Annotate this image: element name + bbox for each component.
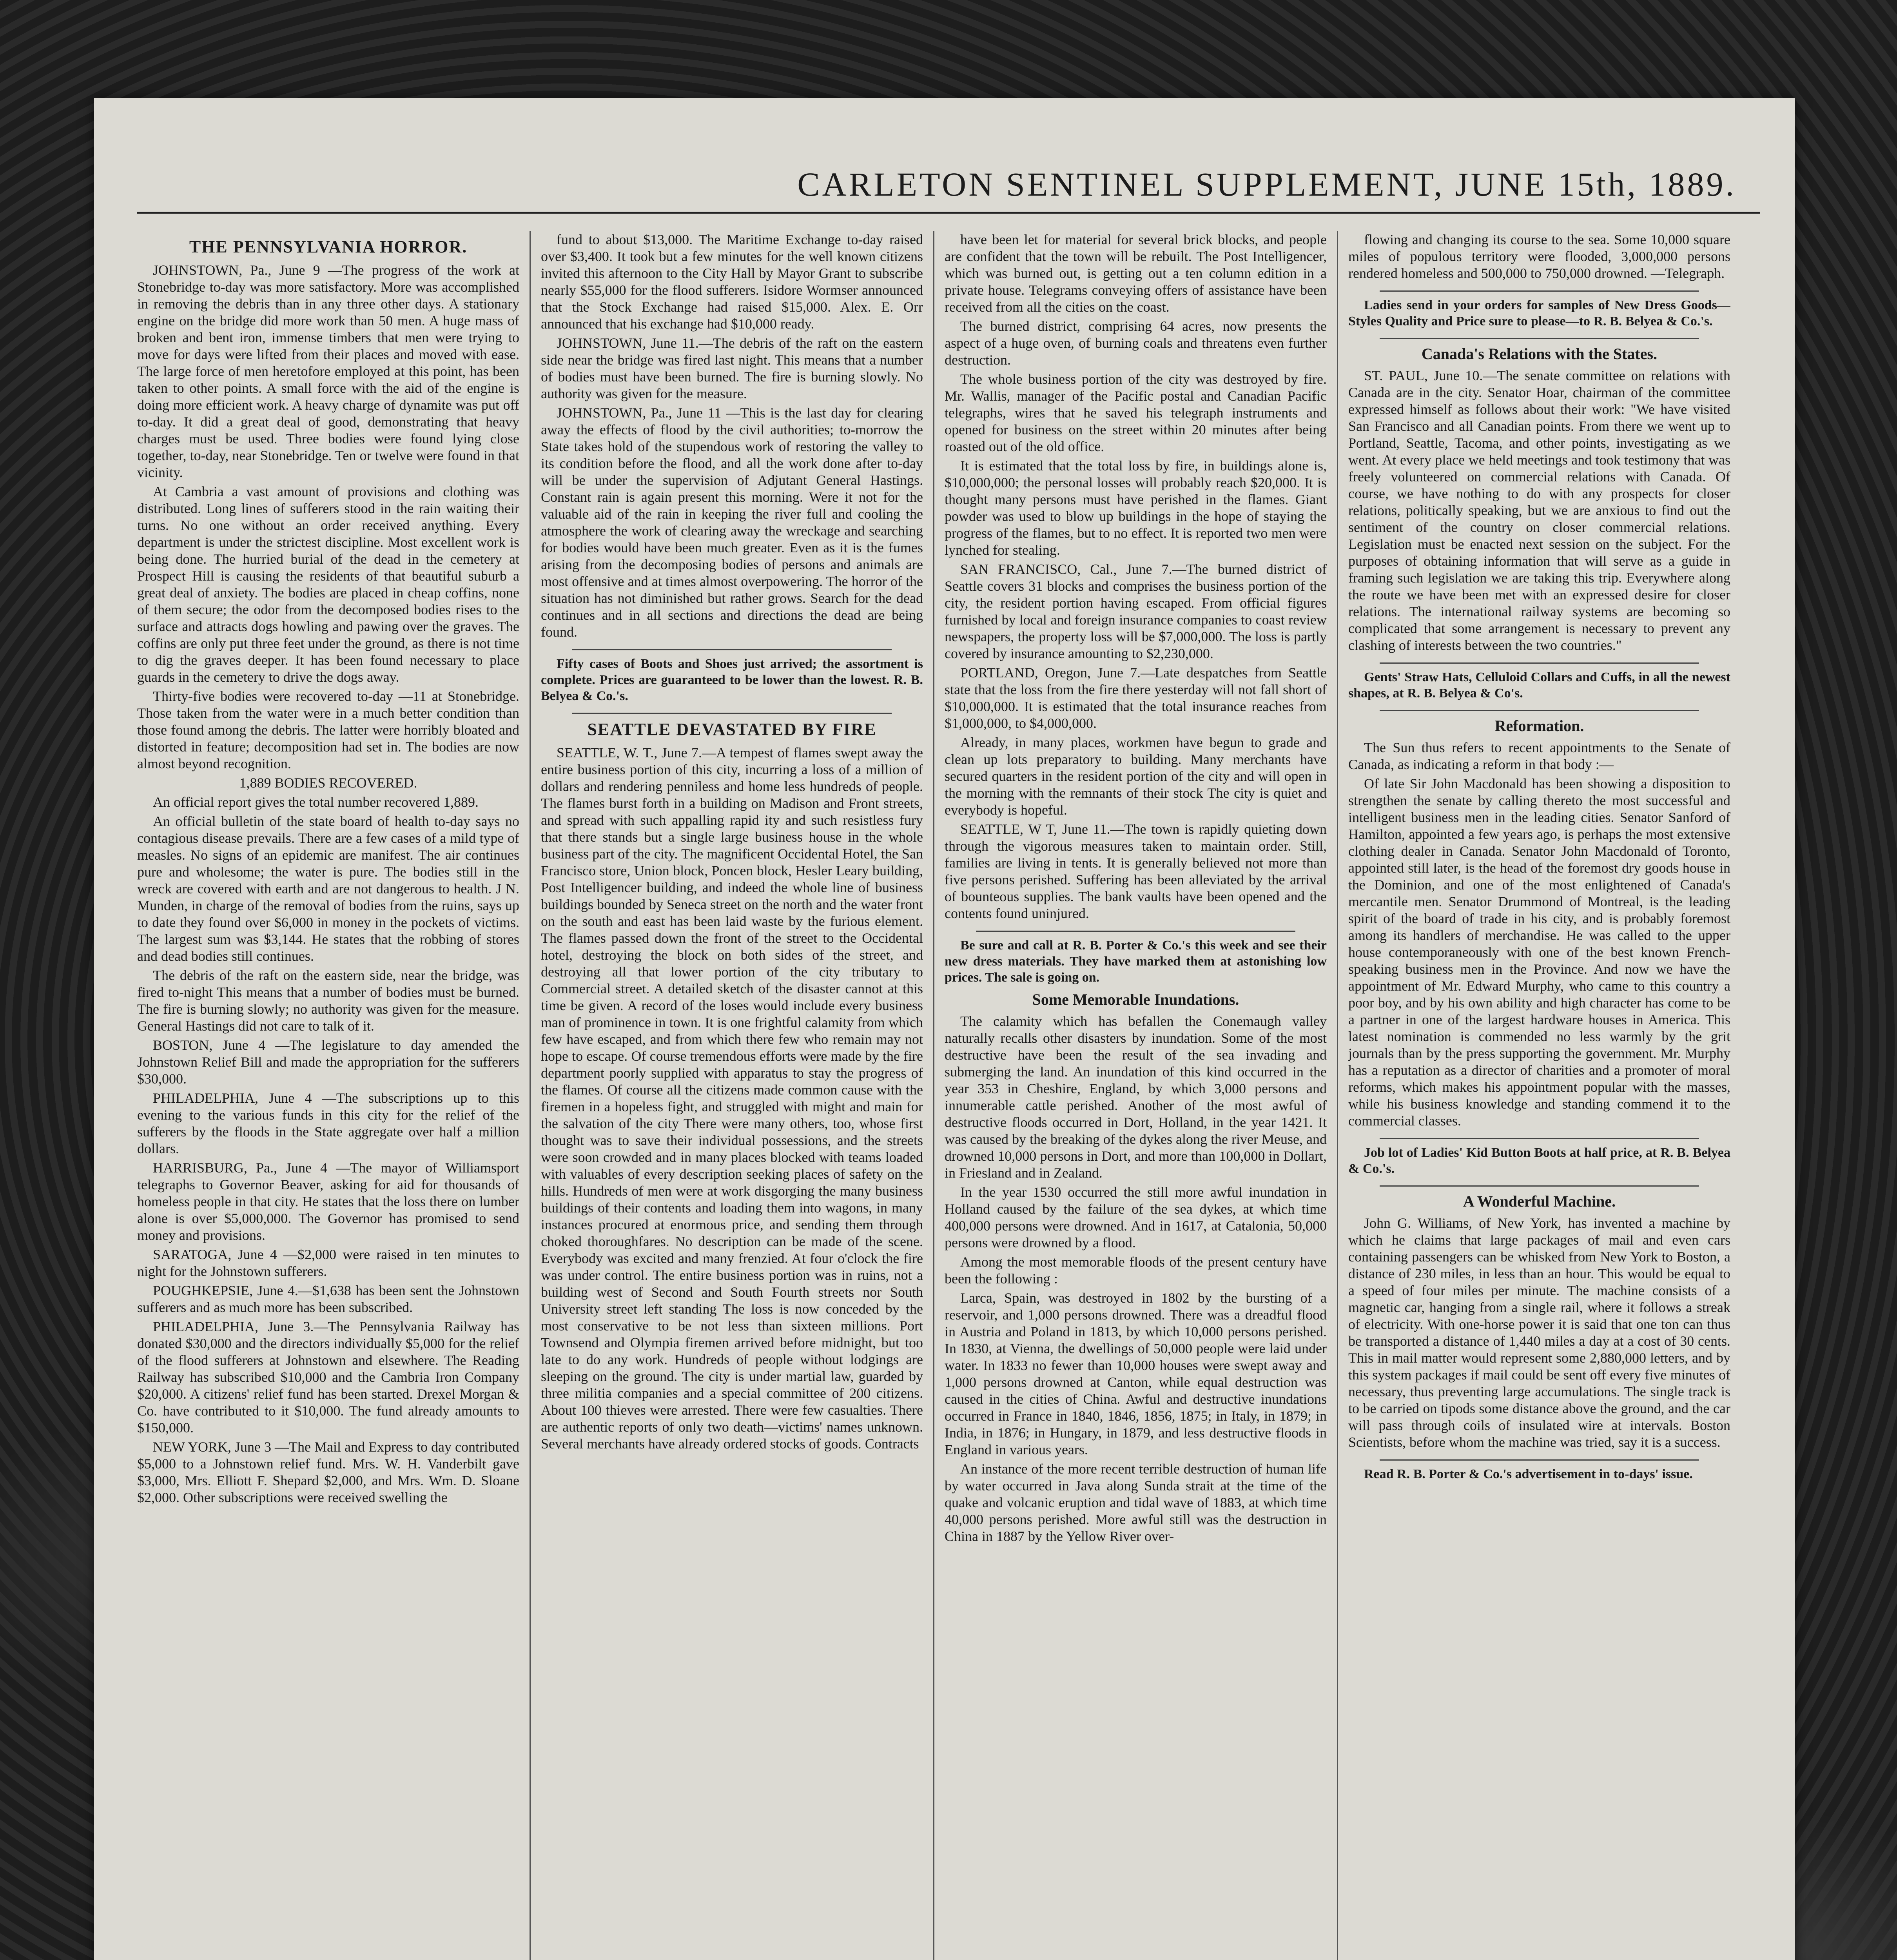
divider [1380, 1459, 1699, 1461]
column-1 [137, 231, 519, 1960]
divider [976, 931, 1295, 932]
paragraph: NEW YORK, June 3 —The Mail and Express to day contributed $5,000 to a Johnstown relief fund. Mrs. W. H. Vanderbilt gave $3,000, Mrs. Elliott F. Shepard $2,000, and Mrs. Wm. D. Sloane $2,000. Other subscriptions were received swelling the [137, 1439, 519, 1505]
column-rule [1337, 231, 1338, 1960]
paragraph: The Sun thus refers to recent appointments to the Senate of Canada, as indicating a reform in that body :— [1348, 740, 1730, 772]
paragraph: Thirty-five bodies were recovered to-day —11 at Stonebridge. Those taken from the water were in a much better condition than those found among the debris. The latter were horribly bloated and distorted in feature; decomposition had set in. The bodies are now almost beyond recognition. [137, 688, 519, 771]
newspaper-page [94, 98, 1795, 1960]
divider [1380, 662, 1699, 664]
subheading: 1,889 BODIES RECOVERED. [239, 775, 417, 791]
paragraph: POUGHKEPSIE, June 4.—$1,638 has been sent the Johnstown sufferers and as much more has been subscribed. [137, 1283, 519, 1315]
article-heading: Some Memorable Inundations. [1032, 991, 1239, 1008]
advertisement: Fifty cases of Boots and Shoes just arrived; the assortment is complete. Prices are guaranteed to be lower than the lowest. R. B. Belyea & Co.'s. [541, 657, 923, 703]
advertisement: Be sure and call at R. B. Porter & Co.'s this week and see their new dress materials. They have marked them at astonishing low prices. The sale is going on. [945, 938, 1327, 985]
paragraph: SAN FRANCISCO, Cal., June 7.—The burned district of Seattle covers 31 blocks and comprises the business portion of the city, the resident portion having escaped. From official figures furnished by local and foreign insurance companies to coast review newspapers, the property loss will be $7,000,000. The loss is partly covered by insurance amounting to $2,230,000. [945, 561, 1327, 661]
column-2 [541, 231, 923, 1960]
paragraph: Among the most memorable floods of the present century have been the following : [945, 1254, 1327, 1287]
article-heading: Canada's Relations with the States. [1421, 345, 1658, 363]
paragraph: Already, in many places, workmen have begun to grade and clean up lots preparatory to building. Many merchants have secured quarters in the resident portion of the city and will open in the morning with the remnants of their stock The city is quiet and everybody is hopeful. [945, 735, 1327, 818]
column-3 [945, 231, 1327, 1960]
paragraph: Larca, Spain, was destroyed in 1802 by the bursting of a reservoir, and 1,000 persons drowned. There was a dreadful flood in Austria and Poland in 1813, by which 10,000 persons perished. In 1830, at Vienna, the dwellings of 50,000 people were laid under water. In 1833 no fewer than 10,000 houses were swept away and 1,000 persons drowned at Canton, while equal destruction was caused in the cities of China. Awful and destructive inundations occurred in France in 1840, 1846, 1856, 1875; in Italy, in 1879; in India, in 1876; in Hungary, in 1879, and less destructive floods in England in various years. [945, 1290, 1327, 1457]
column-4 [1348, 231, 1730, 1960]
divider [572, 713, 892, 714]
paragraph: BOSTON, June 4 —The legislature to day amended the Johnstown Relief Bill and made the appropriation for the sufferers $30,000. [137, 1037, 519, 1087]
divider [1380, 1138, 1699, 1139]
masthead [137, 161, 1760, 214]
paragraph: SARATOGA, June 4 —$2,000 were raised in ten minutes to night for the Johnstown sufferers. [137, 1247, 519, 1279]
paragraph: HARRISBURG, Pa., June 4 —The mayor of Williamsport telegraphs to Governor Beaver, asking for aid for thousands of homeless people in that city. He states that the loss there on lumber alone is over $5,000,000. The Governor has promised to send money and provisions. [137, 1160, 519, 1243]
paragraph: fund to about $13,000. The Maritime Exchange to-day raised over $3,400. It took but a few minutes for the well known citizens invited this afternoon to the City Hall by Mayor Grant to subscribe nearly $55,000 for the flood sufferers. Isidore Wormser announced that the Stock Exchange had raised $15,000. Alex. E. Orr announced that his exchange had $10,000 ready. [541, 232, 923, 332]
paragraph: ST. PAUL, June 10.—The senate committee on relations with Canada are in the city. Senator Hoar, chairman of the committee expressed himself as follows about their work: "We have visited San Francisco and all Canadian points. From there we went up to Portland, Seattle, Tacoma, and other points, investigating as we went. At every place we held meetings and took testimony that was freely volunteered on commercial relations with Canada. Of course, we have nothing to do with any prospects for closer relations, politically speaking, but we are anxious to find out the sentiment of the country on closer commercial relations. Legislation must be enacted next session on the subject. For the purposes of obtaining information that will serve as a guide in framing such legislation we are taking this trip. Everywhere along the route we have been met with an expressed desire for closer relations. The international railway systems are becoming so complicated that some arrangement is necessary to prevent any clashing of interests between the two countries." [1348, 368, 1730, 653]
paragraph: The whole business portion of the city was destroyed by fire. Mr. Wallis, manager of the Pacific postal and Canadian Pacific telegraphs, wires that he saved his telegraph instruments and opened for business on the street within 20 minutes after being roasted out of the old office. [945, 371, 1327, 454]
article-heading: A Wonderful Machine. [1463, 1192, 1616, 1210]
paragraph: The burned district, comprising 64 acres, now presents the aspect of a huge oven, of burning coals and threatens even further destruction. [945, 318, 1327, 368]
paragraph: An official report gives the total number recovered 1,889. [153, 794, 479, 810]
article-heading: THE PENNSYLVANIA HORROR. [189, 237, 468, 256]
paragraph: Of late Sir John Macdonald has been showing a disposition to strengthen the senate by calling thereto the most successful and intelligent business men in the leading cities. Senator Sanford of Hamilton, appointed a few years ago, is perhaps the most extensive clothing dealer in Canada. Senator John Macdonald of Toronto, appointed still later, is the head of the foremost dry goods house in the Dominion, and one of the most enlightened of Canada's mercantile men. Senator Drummond of Montreal, is the leading spirit of the board of trade in his city, and is probably foremost among its handlers of merchandise. He was called to the upper house contemporaneously with one of the best known French-speaking business men in the Province. And now we have the appointment of Mr. Edward Murphy, who came to this country a poor boy, and by his own ability and high character has come to be a partner in one of the largest hardware houses in America. This latest nomination is commended no less warmly by the grit journals than by the press supporting the government. Mr. Murphy has a reputation as a director of charities and a promoter of moral reforms, which makes his appointment popular with the masses, while his business knowledge and standing commend it to the commercial classes. [1348, 776, 1730, 1129]
paragraph: JOHNSTOWN, Pa., June 11 —This is the last day for clearing away the effects of flood by the civil authorities; to-morrow the State takes hold of the stupendous work of restoring the valley to its condition before the flood, and all the work done after to-day will be under the supervision of Adjutant General Hastings. Constant rain is again present this morning. Were it not for the valuable aid of the rain in keeping the river full and cooling the atmosphere the work of clearing away the wreckage and searching for bodies would have been much greater. Even as it is the fumes arising from the decomposing bodies of persons and animals are most offensive and at times almost overpowering. The horror of the situation has not diminished but rather grows. Search for the dead continues and in all sections and directions the dead are being found. [541, 405, 923, 640]
paragraph: PORTLAND, Oregon, June 7.—Late despatches from Seattle state that the loss from the fire there yesterday will not fall short of $10,000,000. It is estimated that the total insurance reaches from $1,000,000, to $4,000,000. [945, 665, 1327, 731]
advertisement: Ladies send in your orders for samples of New Dress Goods—Styles Quality and Price sure to please—to R. B. Belyea & Co.'s. [1348, 298, 1730, 328]
paragraph: The calamity which has befallen the Conemaugh valley naturally recalls other disasters by inundation. Some of the most destructive have been the result of the sea invading and submerging the land. An inundation of this kind occurred in the year 353 in Cheshire, England, by which 3,000 persons and innumerable cattle perished. Another of the most awful of destructive floods occurred in Dort, Holland, in the year 1421. It was caused by the breaking of the dykes along the river Meuse, and drowned 10,000 persons in Dort, and more than 100,000 in Dollart, in Friesland and in Zealand. [945, 1013, 1327, 1181]
article-heading: Reformation. [1494, 717, 1584, 735]
paragraph: have been let for material for several brick blocks, and people are confident that the town will be rebuilt. The Post Intelligencer, which was burned out, is getting out a ten column edition in a private house. Telegrams conveying offers of assistance have been received from all the cities on the coast. [945, 232, 1327, 315]
divider [572, 649, 892, 650]
paragraph: JOHNSTOWN, June 11.—The debris of the raft on the eastern side near the bridge was fired last night. This means that a number of bodies must have been burned. The fire is burning slowly. No authority was given for the measure. [541, 335, 923, 401]
advertisement: Job lot of Ladies' Kid Button Boots at half price, at R. B. Belyea & Co.'s. [1348, 1145, 1730, 1176]
paragraph: SEATTLE, W. T., June 7.—A tempest of flames swept away the entire business portion of this city, incurring a loss of a million of dollars and rendering penniless and home less hundreds of people. The flames burst forth in a building on Madison and Front streets, and spread with such appalling rapid ity and such resistless fury that there stands but a single large business house in the whole business part of the city. The magnificent Occidental Hotel, the San Francisco store, Union block, Poncen block, Hesler Leary building, Post Intelligencer building, and indeed the whole line of business buildings bounded by Seneca street on the north and the water front on the south and east has been laid waste by the furious element. The flames passed down the front of the street to the Occidental hotel, destroying the block on both sides of the street, and destroying all that lower portion of the city tributary to Commercial street. A detailed sketch of the disaster cannot at this time be given. A record of the loses would include every business man of prominence in town. It is one frightful calamity from which few have escaped, and from which there few who remain may not hope to escape. Of course tremendous efforts were made by the fire department poorly supplied with apparatus to stay the progress of the flames. Of course all the citizens made common cause with the firemen in a hopeless fight, and struggled with might and main for the salvation of the city There were many others, too, whose first thought was to save their individual possessions, and the streets were soon crowded and in many places blocked with teams loaded with valuables of every description seeking places of safety on the hills. Hundreds of men were at work disgorging the many business buildings of their contents and loading them into wagons, in many instances procured at enormous price, and sending them through choked thoroughfares. No description can be made of the scene. Everybody was excited and many frenzied. At four o'clock the fire was under control. The entire business portion was in ruins, not a building west of Second and South Fourth streets nor South University street left standing The loss is now conceded by the most conservative to be not less than sixteen millions. Port Townsend and Olympia firemen arrived before midnight, but too late to do any work. Hundreds of people without lodgings are sleeping on the ground. The city is under martial law, guarded by three militia companies and a special committee of 200 citizens. About 100 thieves were arrested. There were few casualties. There are authentic reports of only two death—victims' names unknown. Several merchants have already ordered stocks of goods. Contracts [541, 745, 923, 1452]
masthead-title: CARLETON SENTINEL SUPPLEMENT, JUNE 15th, 1889. [797, 165, 1736, 203]
column-rule [933, 231, 934, 1960]
article-heading: SEATTLE DEVASTATED BY FIRE [587, 720, 877, 739]
paragraph: It is estimated that the total loss by fire, in buildings alone is, $10,000,000; the personal losses will probably reach $20,000. It is thought many persons must have perished in the flames. Giant powder was used to blow up buildings in the hope of staying the progress of the flames, but to no effect. It is reported two men were lynched for stealing. [945, 458, 1327, 558]
paragraph: At Cambria a vast amount of provisions and clothing was distributed. Long lines of sufferers stood in the rain waiting their turns. No one without an order received anything. Every department is under the strictest discipline. Most excellent work is being done. The hurried burial of the dead in the cemetery at Prospect Hill is causing the residents of that beautiful suburb a great deal of anxiety. The bodies are placed in cheap coffins, none of them secure; the odor from the decomposed bodies rises to the surface and attracts dogs howling and pawing over the graves. The coffins are only put three feet under the ground, as there is not time to dig the graves deeper. It has been found necessary to place guards in the cemetery to drive the dogs away. [137, 484, 519, 685]
divider [1380, 710, 1699, 711]
paragraph: In the year 1530 occurred the still more awful inundation in Holland caused by the failure of the sea dykes, at which time 400,000 persons were drowned. And in 1617, at Catalonia, 50,000 persons were drowned by a flood. [945, 1184, 1327, 1250]
column-rule [530, 231, 531, 1960]
paragraph: PHILADELPHIA, June 3.—The Pennsylvania Railway has donated $30,000 and the directors individually $5,000 for the relief of the flood sufferers at Johnstown and elsewhere. The Reading Railway has subscribed $10,000 and the Cambria Iron Company $20,000. A citizens' relief fund has been started. Drexel Morgan & Co. have contributed to it $10,000. The fund already amounts to $150,000. [137, 1319, 519, 1436]
paragraph: PHILADELPHIA, June 4 —The subscriptions up to this evening to the various funds in this city for the relief of the sufferers by the floods in the State aggregate over half a million dollars. [137, 1090, 519, 1156]
paragraph: flowing and changing its course to the sea. Some 10,000 square miles of populous territory were flooded, 3,000,000 persons rendered homeless and 500,000 to 750,000 drowned. —Telegraph. [1348, 232, 1730, 281]
paragraph: An official bulletin of the state board of health to-day says no contagious disease prevails. There are a few cases of a mild type of measles. No signs of an epidemic are manifest. The air continues pure and wholesome; the water is pure. The bodies still in the wreck are covered with earth and are not dangerous to health. J N. Munden, in charge of the removal of bodies from the ruins, says up to date they found over $6,000 in money in the pockets of victims. The largest sum was $3,144. He states that the robbing of stores and dead bodies still continues. [137, 813, 519, 964]
divider [1380, 338, 1699, 339]
advertisement: Read R. B. Porter & Co.'s advertisement in to-days' issue. [1364, 1467, 1693, 1481]
advertisement: Gents' Straw Hats, Celluloid Collars and Cuffs, in all the newest shapes, at R. B. Belyea & Co's. [1348, 670, 1730, 701]
divider [1380, 290, 1699, 292]
paragraph: An instance of the more recent terrible destruction of human life by water occurred in Java along Sunda strait at the time of the quake and volcanic eruption and tidal wave of 1883, at which time 40,000 persons perished. More awful still was the destruction in China in 1887 by the Yellow River over- [945, 1461, 1327, 1544]
paragraph: SEATTLE, W T, June 11.—The town is rapidly quieting down through the vigorous measures taken to maintain order. Still, families are living in tents. It is generally believed not more than five persons perished. Suffering has been alleviated by the arrival of bounteous supplies. The bank vaults have been opened and the contents found uninjured. [945, 821, 1327, 921]
divider [1380, 1185, 1699, 1187]
paragraph: JOHNSTOWN, Pa., June 9 —The progress of the work at Stonebridge to-day was more satisfactory. More was accomplished in removing the debris than in any three other days. A stationary engine on the bridge did more work than 50 men. A huge mass of broken and bent iron, immense timbers that men were trying to move for days were lifted from their places and moved with ease. The large force of men heretofore employed at this point, has been taken to other points. A small force with the aid of the engine is doing more efficient work. A heavy charge of dynamite was put off to-day. It did a great deal of good, demonstrating that heavy charges must be used. Three bodies were found lying close together, to-day, near Stonebridge. Ten or twelve were found in that vicinity. [137, 262, 519, 480]
paragraph: The debris of the raft on the eastern side, near the bridge, was fired to-night This means that a number of bodies must be burned. The fire is burning slowly; no authority was given for the measure. General Hastings did not care to talk of it. [137, 967, 519, 1034]
paragraph: John G. Williams, of New York, has invented a machine by which he claims that large packages of mail and even cars containing passengers can be whisked from New York to Boston, a distance of 230 miles, in less than an hour. This would be equal to a speed of four miles per minute. The machine consists of a magnetic car, hanging from a single rail, where it follows a streak of electricity. With one-horse power it is said that one ton can thus be transported a distance of 1,440 miles a day at a cost of 30 cents. This in mail matter would represent some 2,880,000 letters, and by this system packages if mail could be sent off every five minutes of necessary, thus preventing large accumulations. The single track is to be carried on tipods some distance above the ground, and the car will pass through coils of insulated wire at intervals. Boston Scientists, before whom the machine was tried, say it is a success. [1348, 1215, 1730, 1450]
